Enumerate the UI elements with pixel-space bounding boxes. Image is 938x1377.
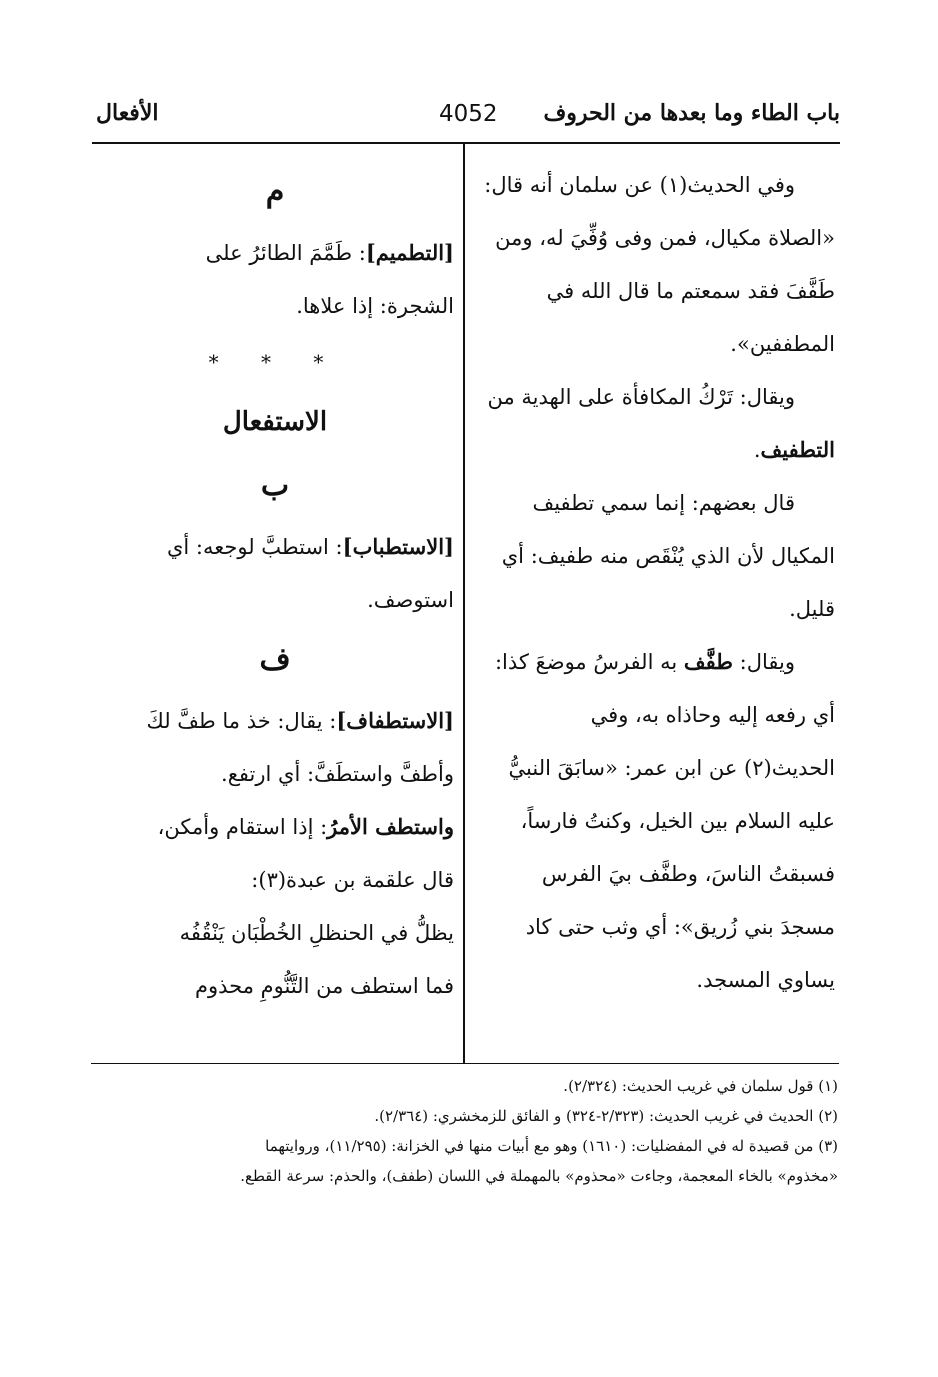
- text-fragment: .: [753, 437, 761, 462]
- entry-term: [الاستطباب]: [342, 533, 454, 559]
- section-separator-stars: * * *: [208, 350, 342, 374]
- footnote-3-continued: «مخذوم» بالخاء المعجمة، وجاءت «محذوم» بالمهملة في اللسان (طفف)، والحذم: سرعة القطع.: [240, 1167, 838, 1185]
- running-header-chapter: باب الطاء وما بعدها من الحروف: [543, 100, 840, 126]
- text-line: قليل.: [789, 596, 835, 621]
- text-line: [475, 423, 835, 476]
- text-line: يساوي المسجد.: [696, 967, 835, 992]
- text-line: وفي الحديث(١) عن سلمان أنه قال:: [484, 172, 795, 197]
- entry-text: : يقال: خذ ما طفَّ لكَ: [146, 708, 337, 733]
- header-rule: [92, 142, 840, 144]
- text-line: «الصلاة مكيال، فمن وفى وُفِّيَ له، ومن: [495, 225, 835, 250]
- page-number: 4052: [439, 101, 498, 127]
- entry-line: [96, 694, 454, 747]
- bold-term: طفَّف: [683, 648, 733, 674]
- text-line: أي رفعه إليه وحاذاه به، وفي: [590, 702, 835, 727]
- text-line: استوصف.: [367, 587, 454, 612]
- entry-text: : استطبَّ لوجعه: أي: [166, 534, 343, 559]
- entry-line: [96, 226, 454, 279]
- footnotes: [140, 1071, 838, 1191]
- text-line: ويقال: تَرْكُ المكافأة على الهدية من: [487, 384, 795, 409]
- text-line: المطففين».: [730, 331, 835, 356]
- text-line: [475, 635, 835, 688]
- bold-term: التطفيف: [760, 436, 835, 462]
- verse-line: فما استطف من التَّنُّومِ محذوم: [195, 973, 454, 998]
- entry-line: [96, 800, 454, 853]
- footnote-2: (٢) الحديث في غريب الحديث: (٢/٣٢٣-٣٢٤) و الفائق للزمخشري: (٢/٣٦٤).: [374, 1107, 838, 1125]
- entry-text: : طَمَّمَ الطائرُ على: [205, 240, 366, 265]
- left-column: [96, 158, 454, 1012]
- text-line: فسبقتُ الناسَ، وطفَّف بيَ الفرس: [541, 861, 835, 886]
- text-line: الشجرة: إذا علاها.: [296, 293, 454, 318]
- right-column: [475, 158, 835, 1006]
- footnote-rule: [91, 1063, 839, 1064]
- section-letter-ba: ب: [260, 468, 290, 503]
- entry-term: [التطميم]: [365, 239, 454, 265]
- entry-line: [96, 520, 454, 573]
- verse-line: يظلُّ في الحنظلِ الخُطْبَان يَنْقُفُه: [179, 920, 454, 945]
- running-header-section: الأفعال: [96, 100, 159, 126]
- entry-term: واستطف الأمرُ: [327, 813, 454, 839]
- text-fragment: ويقال:: [739, 649, 795, 674]
- text-line: المكيال لأن الذي يُنْقَص منه طفيف: أي: [501, 543, 835, 568]
- text-fragment: به الفرسُ موضعَ كذا:: [494, 649, 678, 674]
- footnote-1: (١) قول سلمان في غريب الحديث: (٢/٣٢٤).: [563, 1077, 838, 1095]
- section-letter-fa: ف: [259, 642, 291, 677]
- text-line: الحديث(٢) عن ابن عمر: «سابَقَ النبيُّ: [508, 755, 835, 780]
- text-line: وأطفَّ واستطَفَّ: أي ارتفع.: [221, 761, 454, 786]
- text-line: عليه السلام بين الخيل، وكنتُ فارساً،: [520, 808, 835, 833]
- entry-text: : إذا استقام وأمكن،: [157, 814, 328, 839]
- footnote-3: (٣) من قصيدة له في المفضليات: (١٦١٠) وهو مع أبيات منها في الخزانة: (١١/٢٩٥)، وروايتهما: [265, 1137, 838, 1155]
- chapter-heading: الاستفعال: [222, 407, 328, 437]
- section-letter-meem: م: [265, 174, 285, 209]
- text-line: مسجدَ بني زُريق»: أي وثب حتى كاد: [525, 914, 835, 939]
- text-line: قال علقمة بن عبدة(٣):: [251, 867, 454, 892]
- text-line: طَفَّفَ فقد سمعتم ما قال الله في: [546, 278, 835, 303]
- text-line: قال بعضهم: إنما سمي تطفيف: [532, 490, 795, 515]
- column-divider: [463, 143, 465, 1063]
- entry-term: [الاستطفاف]: [336, 707, 454, 733]
